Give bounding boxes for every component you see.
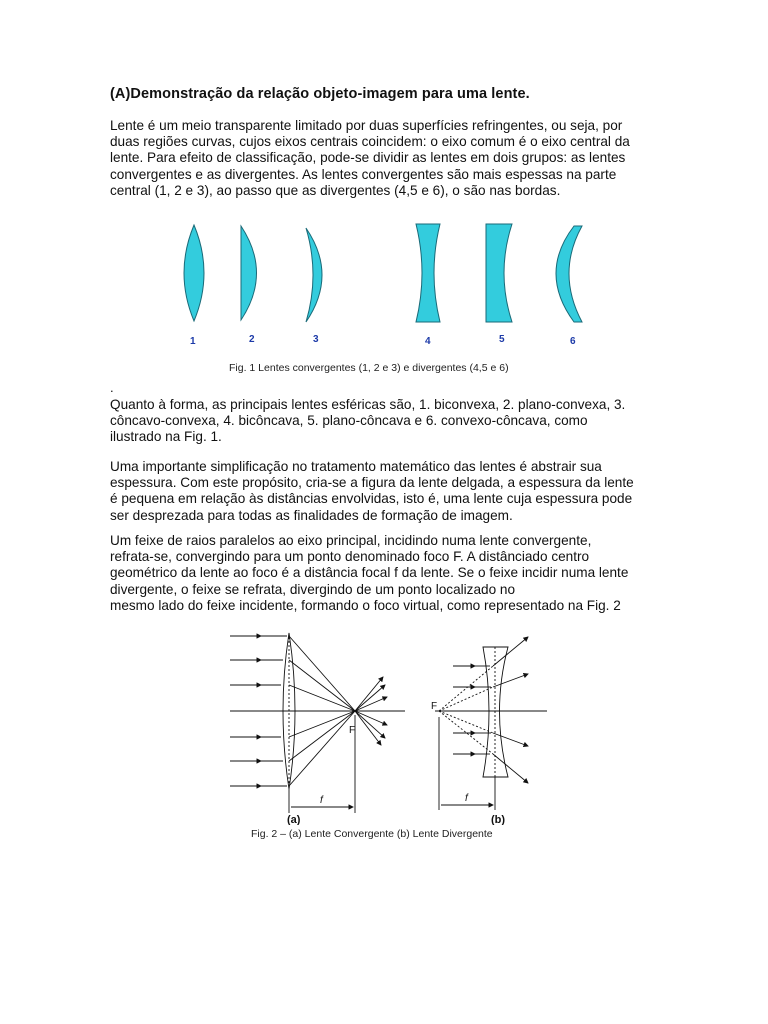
paragraph-focal-point [110, 533, 670, 614]
text-line: refrata-se, convergindo para um ponto denominado foco F. A distânciado centro [110, 549, 590, 565]
panel-label-b: (b) [491, 814, 506, 825]
focal-length-label-a: f [320, 795, 323, 806]
figure-2-caption: Fig. 2 – (a) Lente Convergente (b) Lente Divergente [251, 828, 493, 840]
lens-biconcave [416, 224, 440, 322]
lens-concavo-convex [306, 228, 322, 322]
figure-1-caption: Fig. 1 Lentes convergentes (1, 2 e 3) e divergentes (4,5 e 6) [229, 362, 509, 374]
page-title: (A)Demonstração da relação objeto-imagem para uma lente. [110, 86, 530, 102]
text-line: é pequena em relação às distâncias envolvidas, isto é, uma lente cuja espessura pode [110, 491, 633, 507]
text-line: lente. Para efeito de classificação, pode-se dividir as lentes em dois grupos: as lentes [110, 150, 626, 166]
focal-length-label-b: f [465, 793, 468, 804]
panel-label-a: (a) [287, 814, 301, 825]
lens-convexo-concave [556, 226, 582, 322]
figure-1-lens-shapes [170, 218, 600, 353]
text-line: côncavo-convexa, 4. bicôncava, 5. plano-côncava e 6. convexo-côncava, como [110, 413, 588, 429]
stray-dot: . [110, 380, 114, 395]
lens-number: 3 [313, 334, 319, 345]
lens-plano-convex [241, 226, 257, 320]
figure-2-ray-diagrams [225, 625, 555, 825]
lens-number: 6 [570, 336, 576, 347]
text-line: geométrico da lente ao foco é a distância focal f da lente. Se o feixe incidir numa lente [110, 565, 629, 581]
focus-label-a: F [349, 725, 356, 736]
text-line: mesmo lado do feixe incidente, formando o foco virtual, como representado na Fig. 2 [110, 597, 621, 613]
text-line: Uma importante simplificação no tratamento matemático das lentes é abstrair sua [110, 459, 602, 474]
paragraph-thin-lens [110, 459, 670, 524]
text-line: Lente é um meio transparente limitado por duas superfícies refringentes, ou seja, por [110, 118, 623, 133]
focus-label-b: F [431, 701, 438, 712]
lens-number: 2 [249, 334, 255, 345]
text-line: convergentes e as divergentes. As lentes convergentes são mais espessas na parte [110, 166, 617, 182]
text-line: espessura. Com este propósito, cria-se a figura da lente delgada, a espessura da lente [110, 475, 634, 491]
lens-number: 1 [190, 336, 196, 347]
text-line: duas regiões curvas, cujos eixos centrais coincidem: o eixo comum é o eixo central da [110, 134, 630, 150]
lens-number: 5 [499, 334, 505, 345]
text-line: divergente, o feixe se refrata, divergindo de um ponto localizado no [110, 581, 516, 597]
paragraph-lens-forms [110, 397, 670, 446]
lens-biconvex [184, 225, 204, 321]
text-line: ilustrado na Fig. 1. [110, 429, 222, 445]
text-line: Um feixe de raios paralelos ao eixo principal, incidindo numa lente convergente, [110, 533, 592, 548]
diverging-lens [483, 647, 508, 777]
text-line: ser desprezada para todas as finalidades de formação de imagem. [110, 507, 513, 523]
lens-plano-concave [486, 224, 512, 322]
lens-number: 4 [425, 336, 431, 347]
text-line: Quanto à forma, as principais lentes esféricas são, 1. biconvexa, 2. plano-convexa, 3. [110, 397, 626, 412]
text-line: central (1, 2 e 3), ao passo que as divergentes (4,5 e 6), o são nas bordas. [110, 182, 561, 198]
paragraph-lens-definition [110, 118, 670, 199]
